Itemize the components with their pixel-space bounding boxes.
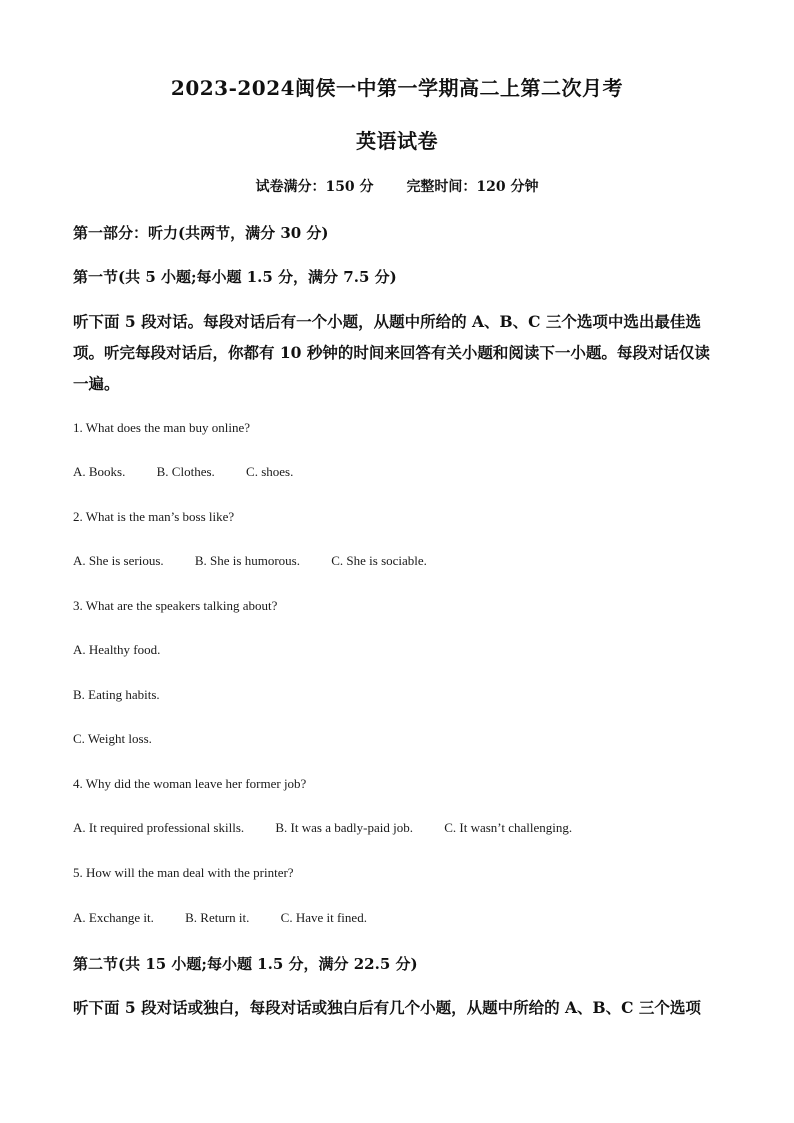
option-a: A. She is serious.: [73, 553, 164, 568]
exam-meta: [0, 176, 794, 196]
section2-heading: 第二节(共 15 小题;每小题 1.5 分，满分 22.5 分): [73, 955, 418, 973]
option-b: B. She is humorous.: [194, 553, 300, 568]
part1-heading: 第一部分：听力(共两节，满分 30 分): [73, 224, 329, 242]
option-a: A. It required professional skills.: [73, 820, 245, 835]
section1-instructions: 听下面 5 段对话。每段对话后有一个小题，从题中所给的 A、B、C 三个选项中选出最佳选项。听完每段对话后，你都有 10 秒钟的时间来回答有关小题和阅读下一小题。每段对话仅读一遍。: [73, 312, 710, 393]
exam-subtitle: 英语试卷: [356, 129, 438, 153]
question-3-option-a: A. Healthy food.: [73, 642, 161, 657]
question-3-option-b: B. Eating habits.: [73, 687, 160, 702]
question-1-options: [73, 464, 723, 480]
question-4: 4. Why did the woman leave her former job?: [73, 776, 307, 791]
question-3-option-c: C. Weight loss.: [73, 731, 152, 746]
exam-title: 2023-2024闽侯一中第一学期高二上第二次月考: [170, 76, 624, 100]
option-b: B. Clothes.: [156, 464, 215, 479]
option-c: C. Have it fined.: [280, 910, 367, 925]
option-b: B. It was a badly-paid job.: [275, 820, 413, 835]
option-c: C. It wasn’t challenging.: [444, 820, 573, 835]
question-1: 1. What does the man buy online?: [73, 420, 251, 435]
question-3: 3. What are the speakers talking about?: [73, 598, 278, 613]
option-a: A. Exchange it.: [73, 910, 154, 925]
score-total: 试卷满分：150 分: [255, 179, 374, 195]
option-c: C. shoes.: [246, 464, 294, 479]
option-b: B. Return it.: [185, 910, 250, 925]
question-4-options: [73, 820, 723, 836]
section1-heading: 第一节(共 5 小题;每小题 1.5 分，满分 7.5 分): [73, 268, 397, 286]
question-2: 2. What is the man’s boss like?: [73, 509, 235, 524]
option-c: C. She is sociable.: [331, 553, 427, 568]
question-5-options: [73, 910, 723, 926]
question-2-options: [73, 553, 723, 569]
question-5: 5. How will the man deal with the printer?: [73, 865, 294, 880]
section2-instructions: 听下面 5 段对话或独白，每段对话或独白后有几个小题，从题中所给的 A、B、C 三个选项: [73, 998, 701, 1017]
time-total: 完整时间：120 分钟: [406, 179, 539, 195]
option-a: A. Books.: [73, 464, 126, 479]
